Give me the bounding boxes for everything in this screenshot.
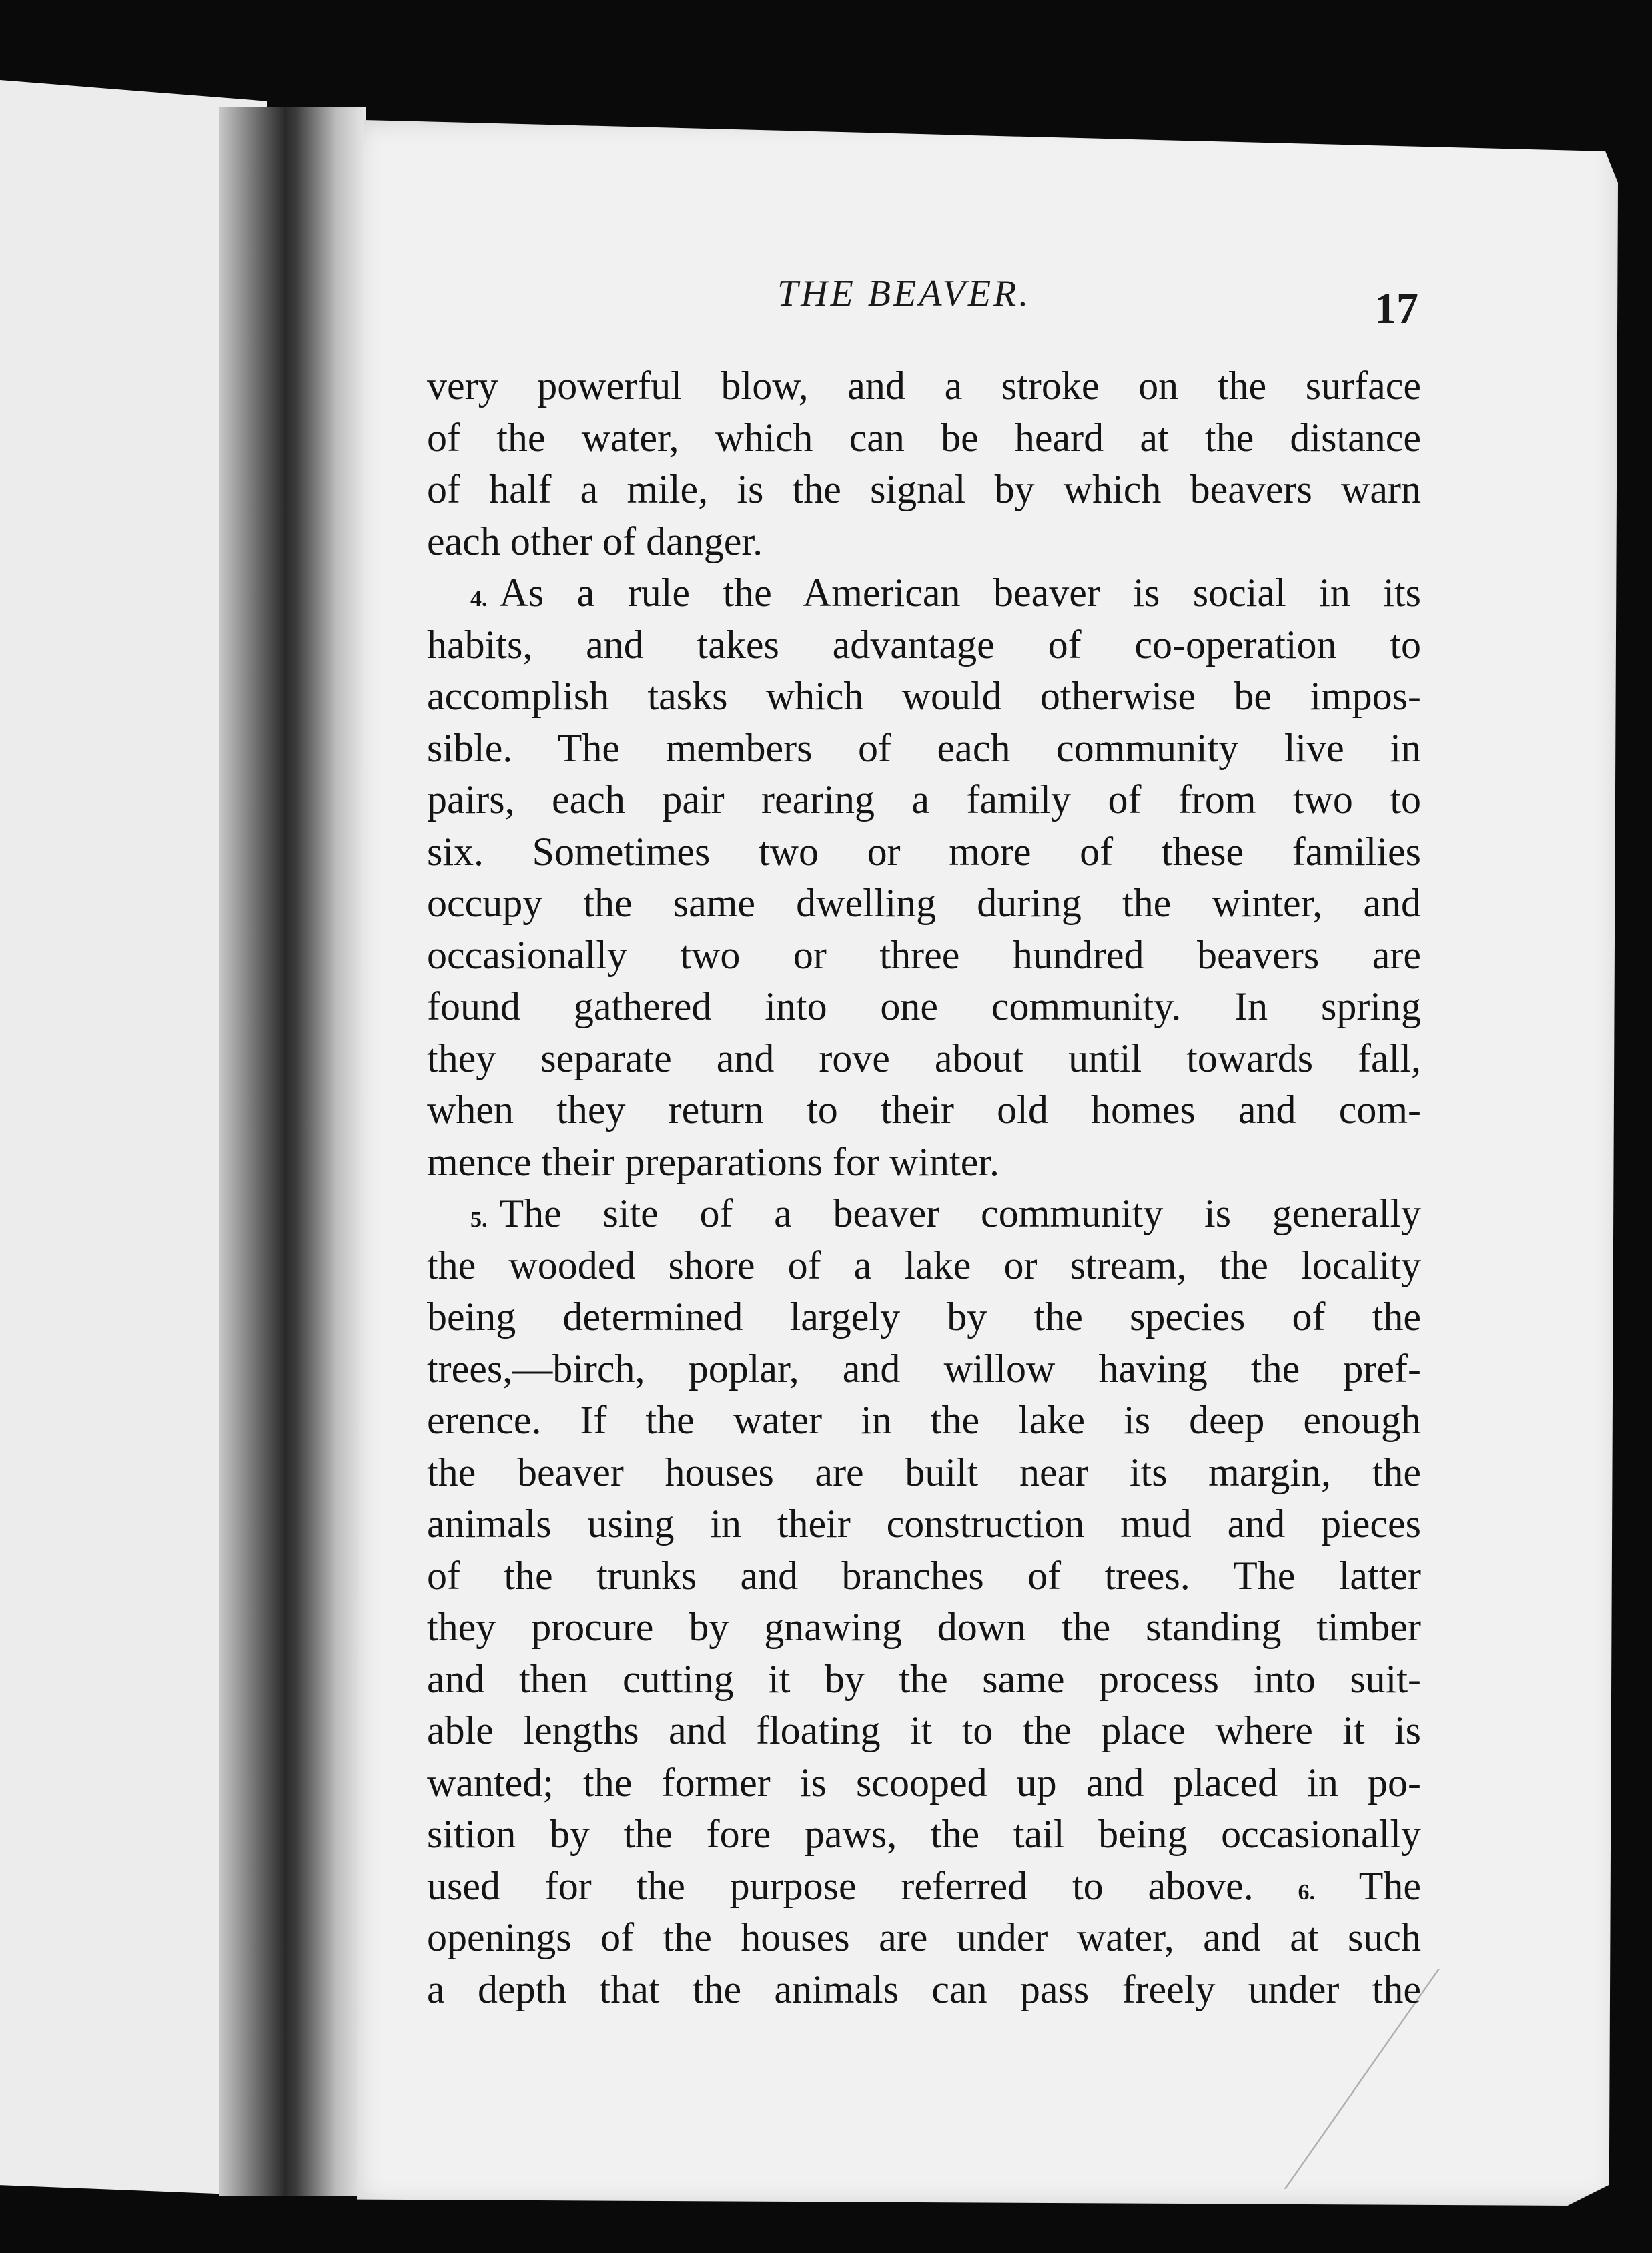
book-gutter [219, 107, 366, 2196]
line-text: openings of the houses are under water, and at such [427, 1915, 1421, 1959]
text-line [427, 878, 1421, 930]
text-line [427, 1084, 1421, 1137]
paragraph-number: 4. [470, 587, 488, 611]
line-text: the beaver houses are built near its margin, the [427, 1450, 1421, 1494]
text-line [427, 981, 1421, 1033]
line-text: very powerful blow, and a stroke on the surface [427, 364, 1421, 408]
text-line [427, 464, 1421, 516]
line-text: of the trunks and branches of trees. The latter [427, 1553, 1421, 1598]
line-text: they procure by gnawing down the standing timber [427, 1605, 1421, 1649]
paragraph-number: 5. [470, 1207, 488, 1232]
text-line [427, 1654, 1421, 1706]
line-text: a depth that the animals can pass freely under the [427, 1967, 1421, 2011]
text-line [427, 1240, 1421, 1292]
text-line [427, 723, 1421, 775]
line-text: the wooded shore of a lake or stream, the locality [427, 1243, 1421, 1287]
text-line [427, 1033, 1421, 1085]
line-text: being determined largely by the species of the [427, 1295, 1421, 1339]
line-text: sition by the fore paws, the tail being occasionally [427, 1812, 1421, 1856]
text-line [427, 412, 1421, 464]
line-text: pairs, each pair rearing a family of from two to [427, 777, 1421, 822]
line-text: mence their preparations for winter. [427, 1139, 999, 1184]
line-text: occasionally two or three hundred beavers are [427, 932, 1421, 977]
text-line [427, 1137, 1421, 1189]
line-text: animals using in their construction mud and pieces [427, 1502, 1421, 1546]
line-text: accomplish tasks which would otherwise be impos- [427, 674, 1421, 718]
text-line [427, 1447, 1421, 1499]
text-line [427, 1705, 1421, 1757]
text-line [427, 1964, 1421, 2016]
text-line [427, 1809, 1421, 1861]
line-text: of half a mile, is the signal by which beavers warn [427, 467, 1421, 511]
paragraph-number: 6. [1298, 1879, 1316, 1905]
text-line [427, 516, 1421, 568]
line-text: wanted; the former is scooped up and placed in po- [427, 1760, 1421, 1805]
body-text [427, 360, 1421, 2015]
text-line [427, 1550, 1421, 1602]
line-text: occupy the same dwelling during the winter, and [427, 881, 1421, 925]
text-line [427, 930, 1421, 982]
text-line [427, 774, 1421, 826]
text-line [427, 1861, 1421, 1913]
line-text: able lengths and floating it to the place where it is [427, 1708, 1421, 1752]
text-line [427, 671, 1421, 723]
text-line [427, 1291, 1421, 1343]
text-line [427, 1498, 1421, 1550]
text-line [427, 360, 1421, 412]
text-line [427, 1912, 1421, 1964]
line-text: when they return to their old homes and com- [427, 1088, 1421, 1132]
line-text: of the water, which can be heard at the distance [427, 415, 1421, 460]
line-text: six. Sometimes two or more of these families [427, 829, 1421, 874]
line-text: used for the purpose referred to above. [427, 1863, 1254, 1908]
text-line [427, 1343, 1421, 1395]
text-line [427, 826, 1421, 878]
text-line [427, 1602, 1421, 1654]
line-text: each other of danger. [427, 519, 763, 563]
text-line [427, 1395, 1421, 1447]
page-number: 17 [1374, 284, 1418, 333]
line-text: trees,—birch, poplar, and willow having the pref- [427, 1346, 1421, 1391]
line-text: sible. The members of each community live in [427, 725, 1421, 770]
line-text: The site of a beaver community is generally [499, 1191, 1421, 1235]
line-text: As a rule the American beaver is social in its [499, 571, 1421, 615]
text-line [427, 1188, 1421, 1240]
text-line [427, 1757, 1421, 1809]
text-line [427, 619, 1421, 671]
text-line [427, 567, 1421, 619]
line-text: and then cutting it by the same process into suit- [427, 1656, 1421, 1701]
line-text: found gathered into one community. In spring [427, 984, 1421, 1028]
line-text: they separate and rove about until towards fall, [427, 1036, 1421, 1080]
running-head: THE BEAVER. [777, 273, 1031, 314]
line-text: habits, and takes advantage of co-operation to [427, 622, 1421, 667]
line-text: erence. If the water in the lake is deep enough [427, 1398, 1421, 1442]
line-text: The [1358, 1863, 1422, 1908]
